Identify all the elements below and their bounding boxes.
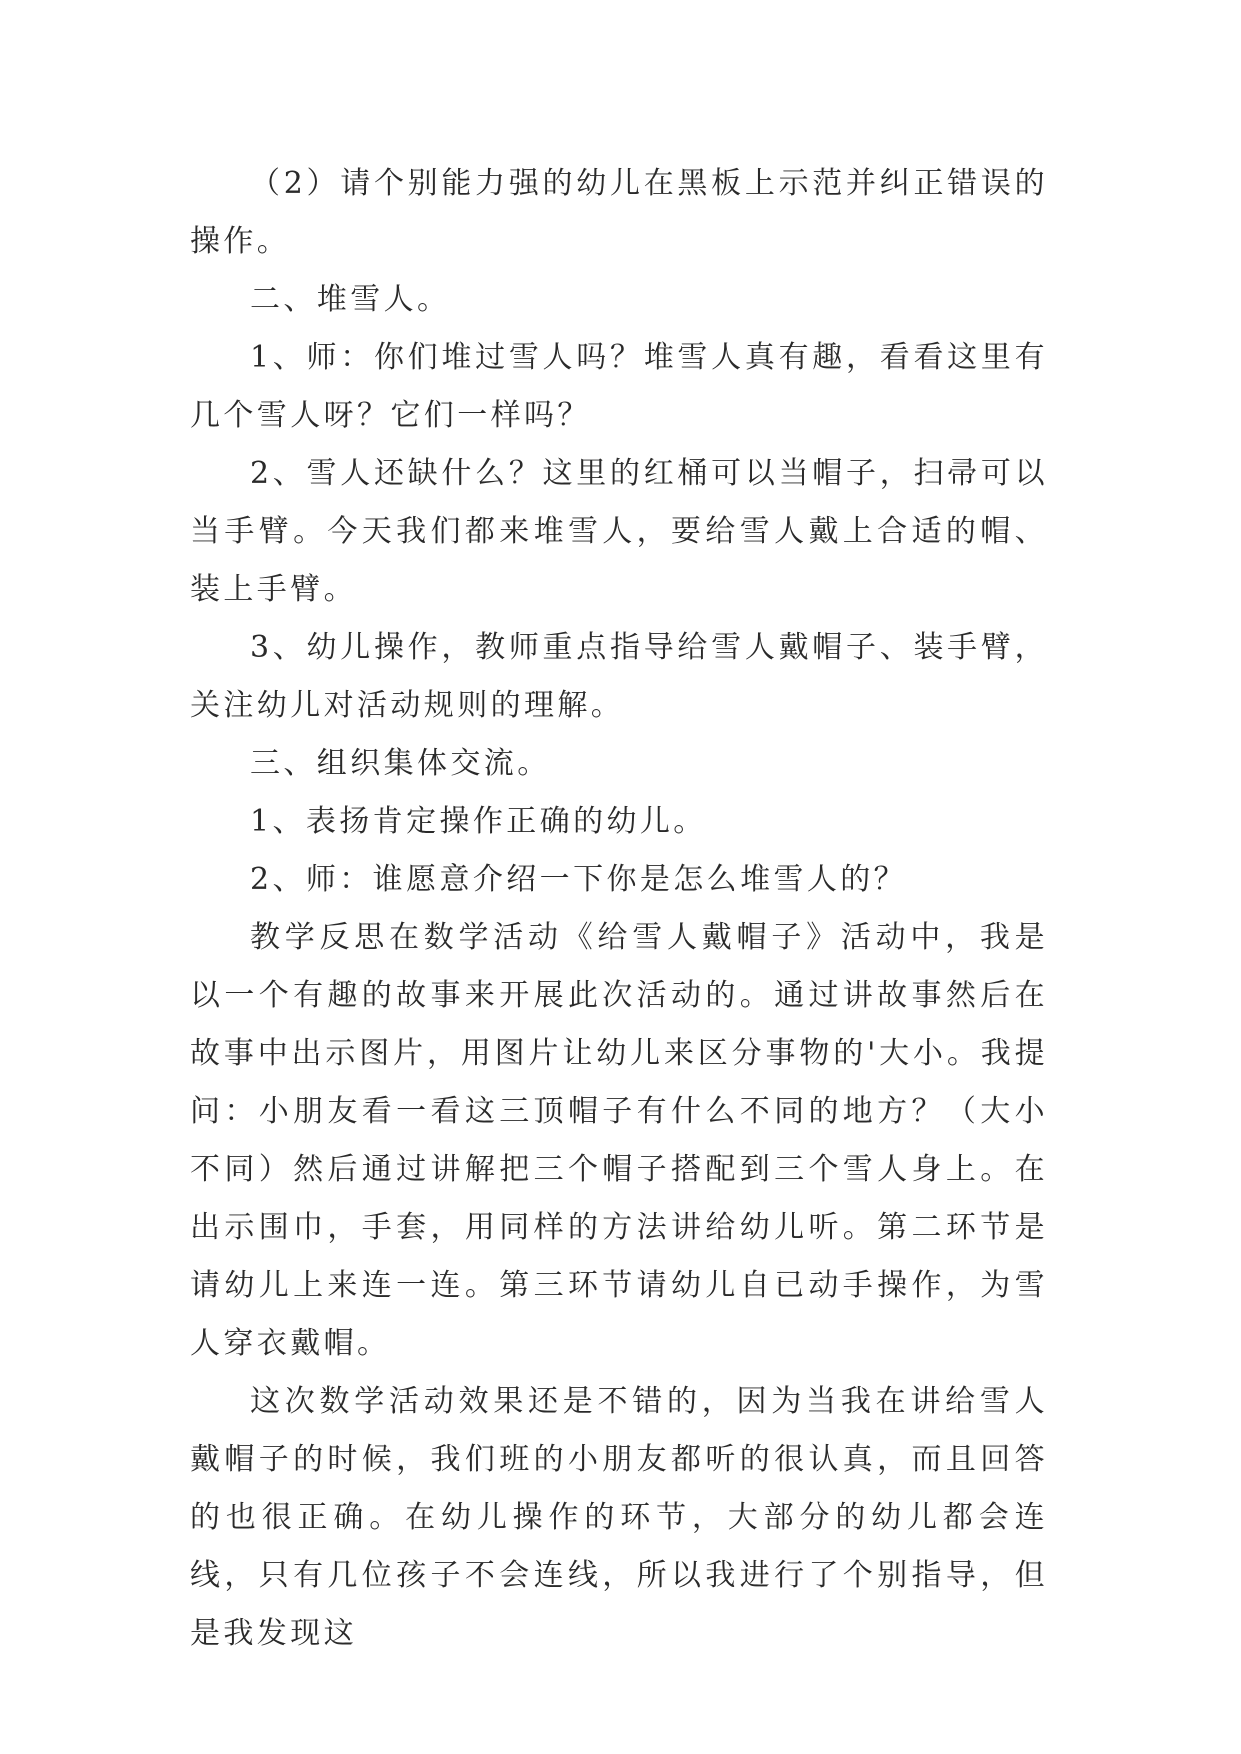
heading-group-exchange: 三、组织集体交流。 [250, 746, 551, 781]
paragraph-praise: 1、表扬肯定操作正确的幼儿。 [250, 804, 707, 839]
paragraph-activity-effect: 这次数学活动效果还是不错的，因为当我在讲给雪人戴帽子的时候，我们班的小朋友都听的很认真，而且回答的也很正确。在幼儿操作的环节，大部分的幼儿都会连线，只有几位孩子不会连线，所以我进行了个别指导，但是我发现这 [190, 1384, 1048, 1651]
paragraph-children-operate: 3、幼儿操作，教师重点指导给雪人戴帽子、装手臂，关注幼儿对活动规则的理解。 [190, 630, 1048, 723]
paragraph-teaching-reflection: 教学反思在数学活动《给雪人戴帽子》活动中，我是以一个有趣的故事来开展此次活动的。通过讲故事然后在故事中出示图片，用图片让幼儿来区分事物的'大小。我提问：小朋友看一看这三顶帽子有什么不同的地方？（大小不同）然后通过讲解把三个帽子搭配到三个雪人身上。在出示围巾，手套，用同样的方法讲给幼儿听。第二环节是请幼儿上来连一连。第三环节请幼儿自已动手操作，为雪人穿衣戴帽。 [190, 920, 1048, 1361]
paragraph-snowman-missing: 2、雪人还缺什么？这里的红桶可以当帽子，扫帚可以当手臂。今天我们都来堆雪人，要给雪人戴上合适的帽、装上手臂。 [190, 456, 1048, 607]
heading-build-snowman: 二、堆雪人。 [250, 282, 451, 317]
paragraph-demo-correction: （2）请个别能力强的幼儿在黑板上示范并纠正错误的操作。 [190, 166, 1048, 259]
paragraph-who-introduce: 2、师：谁愿意介绍一下你是怎么堆雪人的？ [250, 862, 908, 897]
document-body [190, 155, 1048, 1663]
paragraph-teacher-question: 1、师：你们堆过雪人吗？堆雪人真有趣，看看这里有几个雪人呀？它们一样吗？ [190, 340, 1048, 433]
